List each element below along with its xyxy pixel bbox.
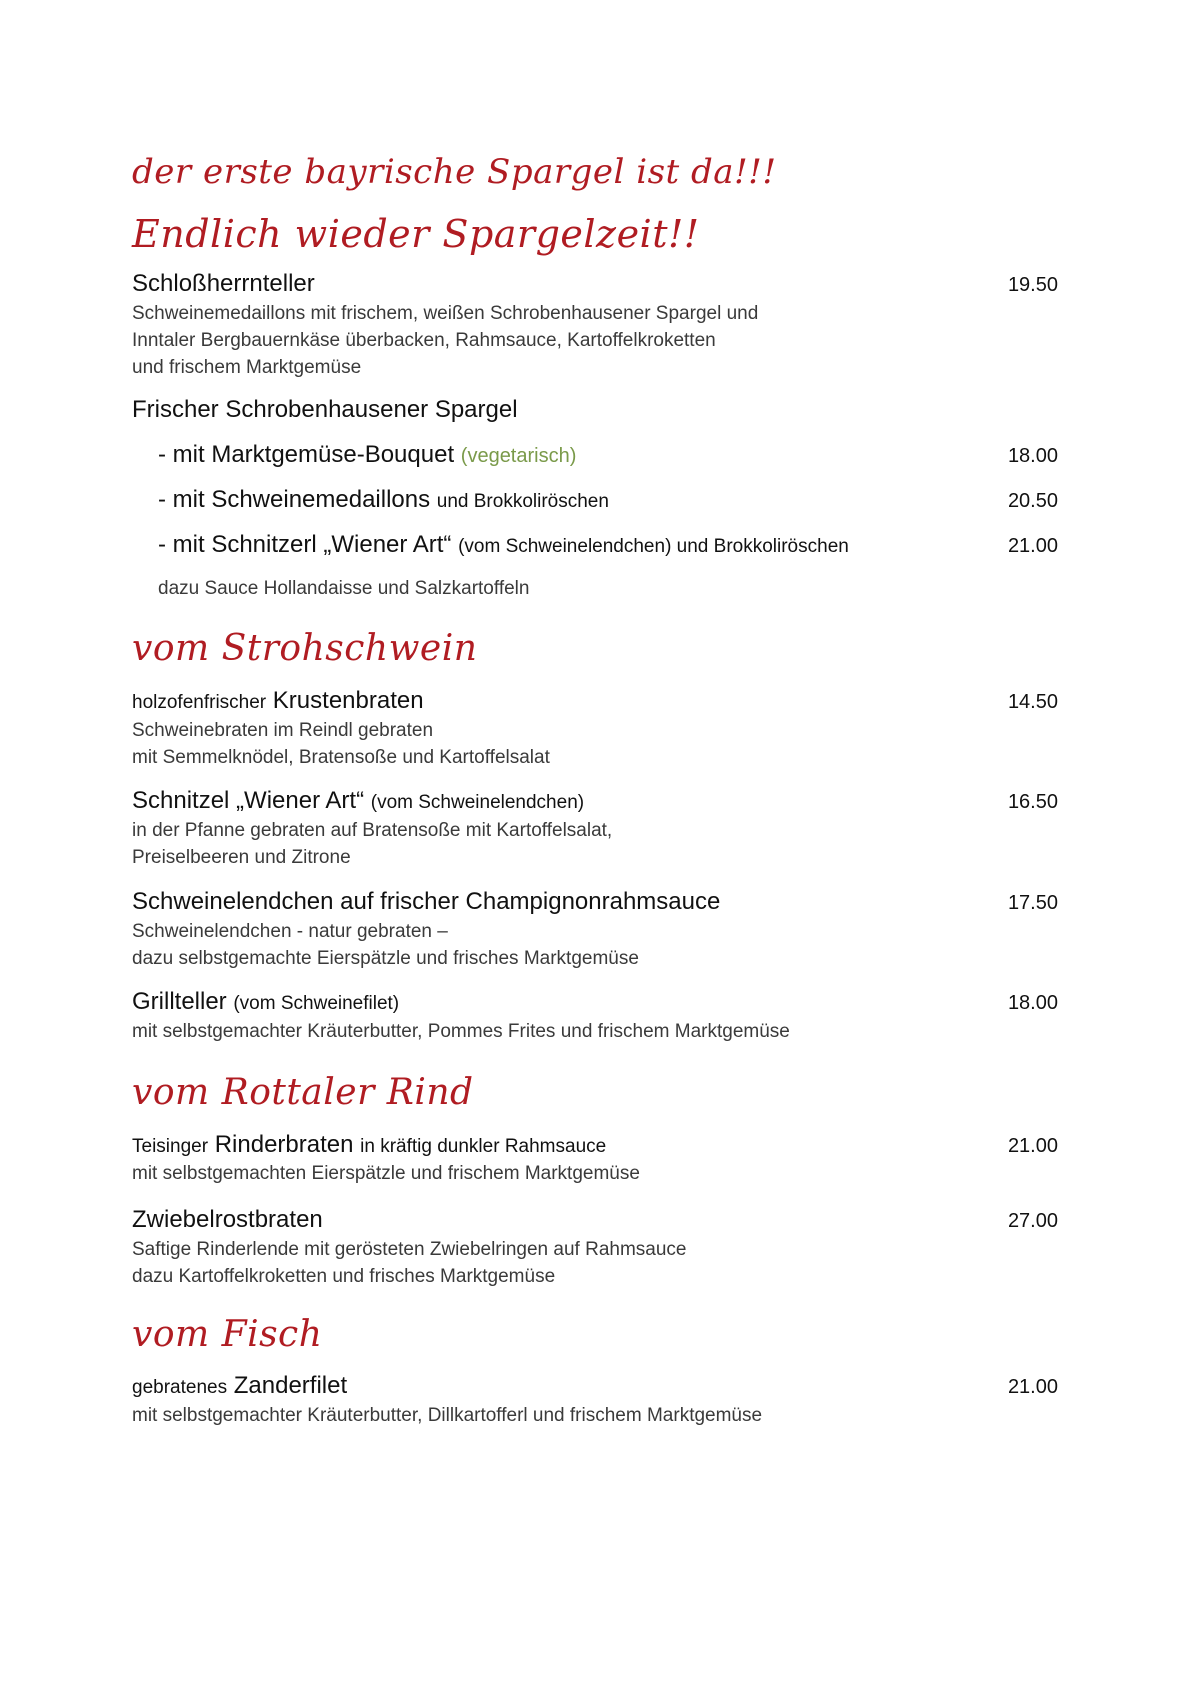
option-note: (vom Schweinelendchen) und Brokkoliröschen (458, 536, 849, 557)
item-title-grillteller (132, 988, 399, 1016)
item-desc-grillteller (132, 1018, 790, 1045)
desc-line: dazu Kartoffelkroketten und frisches Marktgemüse (132, 1266, 556, 1287)
item-title-rinderbraten (132, 1131, 606, 1159)
headline-spargelzeit: Endlich wieder Spargelzeit!! (132, 212, 700, 256)
item-title-krustenbraten (132, 687, 424, 715)
title-main: Schweinelendchen auf frischer Champignonrahmsauce (132, 888, 721, 915)
spargel-option-price: 20.50 (1007, 490, 1058, 512)
desc-line: Saftige Rinderlende mit gerösteten Zwiebelringen auf Rahmsauce (132, 1239, 687, 1260)
title-suffix: (vom Schweinelendchen) (370, 792, 585, 813)
spargel-footer-note: dazu Sauce Hollandaisse und Salzkartoffeln (158, 578, 530, 599)
item-title-frischer-spargel: Frischer Schrobenhausener Spargel (132, 396, 518, 423)
item-title-schlossherrnteller: Schloßherrnteller (132, 270, 315, 297)
title-main: Schnitzel „Wiener Art“ (132, 787, 365, 814)
title-main: Krustenbraten (272, 687, 424, 714)
headline-spargel-da: der erste bayrische Spargel ist da!!! (132, 152, 777, 192)
item-desc-zanderfilet (132, 1402, 762, 1429)
desc-line: mit selbstgemachten Eierspätzle und frischem Marktgemüse (132, 1163, 640, 1184)
desc-line: mit Semmelknödel, Bratensoße und Kartoffelsalat (132, 747, 550, 768)
desc-line: Schweinelendchen - natur gebraten – (132, 921, 448, 942)
item-price-krustenbraten: 14.50 (1007, 691, 1058, 713)
title-prefix: gebratenes (132, 1377, 228, 1398)
item-price-zanderfilet: 21.00 (1007, 1376, 1058, 1398)
desc-line: in der Pfanne gebraten auf Bratensoße mit Kartoffelsalat, (132, 820, 613, 841)
title-main: Rinderbraten (214, 1131, 354, 1158)
item-price-zwiebelrostbraten: 27.00 (1007, 1210, 1058, 1232)
title-prefix: holzofenfrischer (132, 692, 267, 713)
spargel-option-price: 21.00 (1007, 535, 1058, 557)
title-suffix: (vom Schweinefilet) (233, 993, 400, 1014)
item-title-zanderfilet (132, 1372, 347, 1400)
desc-line: dazu selbstgemachte Eierspätzle und frisches Marktgemüse (132, 948, 639, 969)
title-suffix: in kräftig dunkler Rahmsauce (360, 1136, 607, 1157)
item-title-schnitzel (132, 787, 584, 815)
vegetarian-note: (vegetarisch) (460, 445, 577, 467)
item-desc-krustenbraten (132, 717, 550, 771)
section-heading-strohschwein: vom Strohschwein (132, 628, 478, 669)
title-main: Zwiebelrostbraten (132, 1206, 323, 1233)
desc-line: mit selbstgemachter Kräuterbutter, Pommes Frites und frischem Marktgemüse (132, 1021, 790, 1042)
title-main: Zanderfilet (233, 1372, 348, 1399)
desc-line: und frischem Marktgemüse (132, 357, 362, 378)
section-heading-fisch: vom Fisch (132, 1314, 323, 1355)
option-main: - mit Schweinemedaillons (158, 486, 431, 513)
desc-line: Inntaler Bergbauernkäse überbacken, Rahmsauce, Kartoffelkroketten (132, 330, 716, 351)
item-price-schlossherrnteller: 19.50 (1007, 274, 1058, 296)
item-price-schweinelendchen: 17.50 (1007, 892, 1058, 914)
desc-line: Schweinebraten im Reindl gebraten (132, 720, 434, 741)
item-desc-rinderbraten (132, 1160, 640, 1187)
item-desc-zwiebelrostbraten (132, 1236, 686, 1290)
title-prefix: Teisinger (132, 1136, 209, 1157)
item-desc-schnitzel (132, 817, 612, 871)
item-title-zwiebelrostbraten (132, 1206, 323, 1234)
spargel-option-schweinemedaillons (158, 486, 609, 514)
item-desc-schlossherrnteller (132, 300, 758, 381)
item-price-grillteller: 18.00 (1007, 992, 1058, 1014)
item-title-schweinelendchen (132, 888, 720, 916)
title-main: Grillteller (132, 988, 227, 1015)
desc-line: Schweinemedaillons mit frischem, weißen Schrobenhausener Spargel und (132, 303, 759, 324)
section-heading-rottaler-rind: vom Rottaler Rind (132, 1072, 474, 1113)
option-main: - mit Marktgemüse-Bouquet (158, 441, 455, 468)
item-price-schnitzel: 16.50 (1007, 791, 1058, 813)
item-desc-schweinelendchen (132, 918, 639, 972)
option-note: und Brokkoliröschen (436, 491, 609, 512)
spargel-option-marktgemuese (158, 441, 576, 469)
desc-line: Preiselbeeren und Zitrone (132, 847, 351, 868)
item-price-rinderbraten: 21.00 (1007, 1135, 1058, 1157)
desc-line: mit selbstgemachter Kräuterbutter, Dillkartofferl und frischem Marktgemüse (132, 1405, 763, 1426)
spargel-option-schnitzerl (158, 531, 849, 559)
option-main: - mit Schnitzerl „Wiener Art“ (158, 531, 452, 558)
spargel-option-price: 18.00 (1007, 445, 1058, 467)
